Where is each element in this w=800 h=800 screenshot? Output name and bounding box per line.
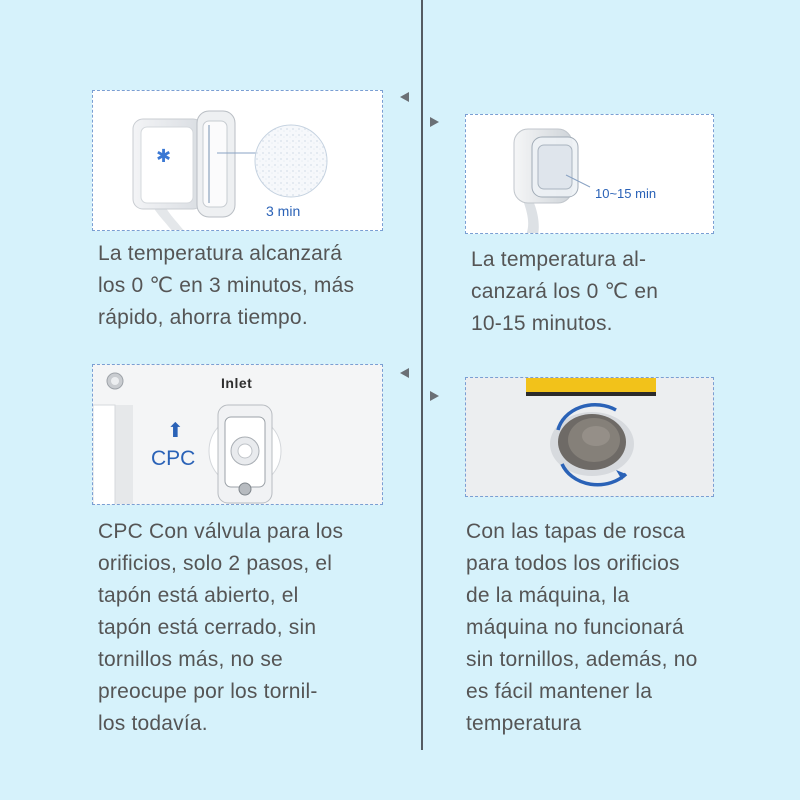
caption-line: temperatura <box>466 712 582 735</box>
right-pointer-icon <box>430 391 439 401</box>
up-arrow-icon: ⬆ <box>167 420 184 442</box>
caption-line: sin tornillos, además, no <box>466 648 698 671</box>
caption-line: tornillos más, no se <box>98 648 283 671</box>
panel-fast-cooling-handpiece <box>92 90 383 231</box>
caption-line: los todavía. <box>98 712 208 735</box>
caption-fast-cooling <box>98 238 354 334</box>
caption-line: La temperatura al- <box>471 248 647 271</box>
inlet-label: Inlet <box>221 375 253 391</box>
panel-cpc-valve <box>92 364 383 505</box>
screw-cap-illustration <box>466 378 714 497</box>
caption-line: máquina no funcionará <box>466 616 684 639</box>
left-pointer-icon <box>400 92 409 102</box>
caption-screw-cap <box>466 516 697 740</box>
cpc-label: CPC <box>151 447 196 470</box>
caption-line: de la máquina, la <box>466 584 630 607</box>
caption-line: preocupe por los tornil- <box>98 680 318 703</box>
caption-line: orificios, solo 2 pasos, el <box>98 552 333 575</box>
caption-line: canzará los 0 ℃ en <box>471 280 659 303</box>
time-label: 10~15 min <box>595 186 657 201</box>
handpiece-illustration <box>93 91 383 231</box>
caption-line: los 0 ℃ en 3 minutos, más <box>98 274 355 297</box>
handpiece-illustration <box>466 115 714 234</box>
caption-line: para todos los orificios <box>466 552 680 575</box>
caption-cpc-valve <box>98 516 343 740</box>
caption-line: 10-15 minutos. <box>471 312 613 335</box>
snowflake-icon: ✱ <box>156 146 172 166</box>
caption-line: Con las tapas de rosca <box>466 520 686 543</box>
caption-line: es fácil mantener la <box>466 680 653 703</box>
caption-line: tapón está cerrado, sin <box>98 616 317 639</box>
right-pointer-icon <box>430 117 439 127</box>
panel-screw-cap <box>465 377 714 497</box>
left-pointer-icon <box>400 368 409 378</box>
panel-slow-cooling-handpiece <box>465 114 714 234</box>
time-label: 3 min <box>266 203 301 219</box>
caption-line: La temperatura alcanzará <box>98 242 343 265</box>
caption-line: rápido, ahorra tiempo. <box>98 306 308 329</box>
caption-slow-cooling <box>471 244 658 340</box>
caption-line: CPC Con válvula para los <box>98 520 344 543</box>
caption-line: tapón está abierto, el <box>98 584 299 607</box>
center-divider <box>421 0 423 750</box>
